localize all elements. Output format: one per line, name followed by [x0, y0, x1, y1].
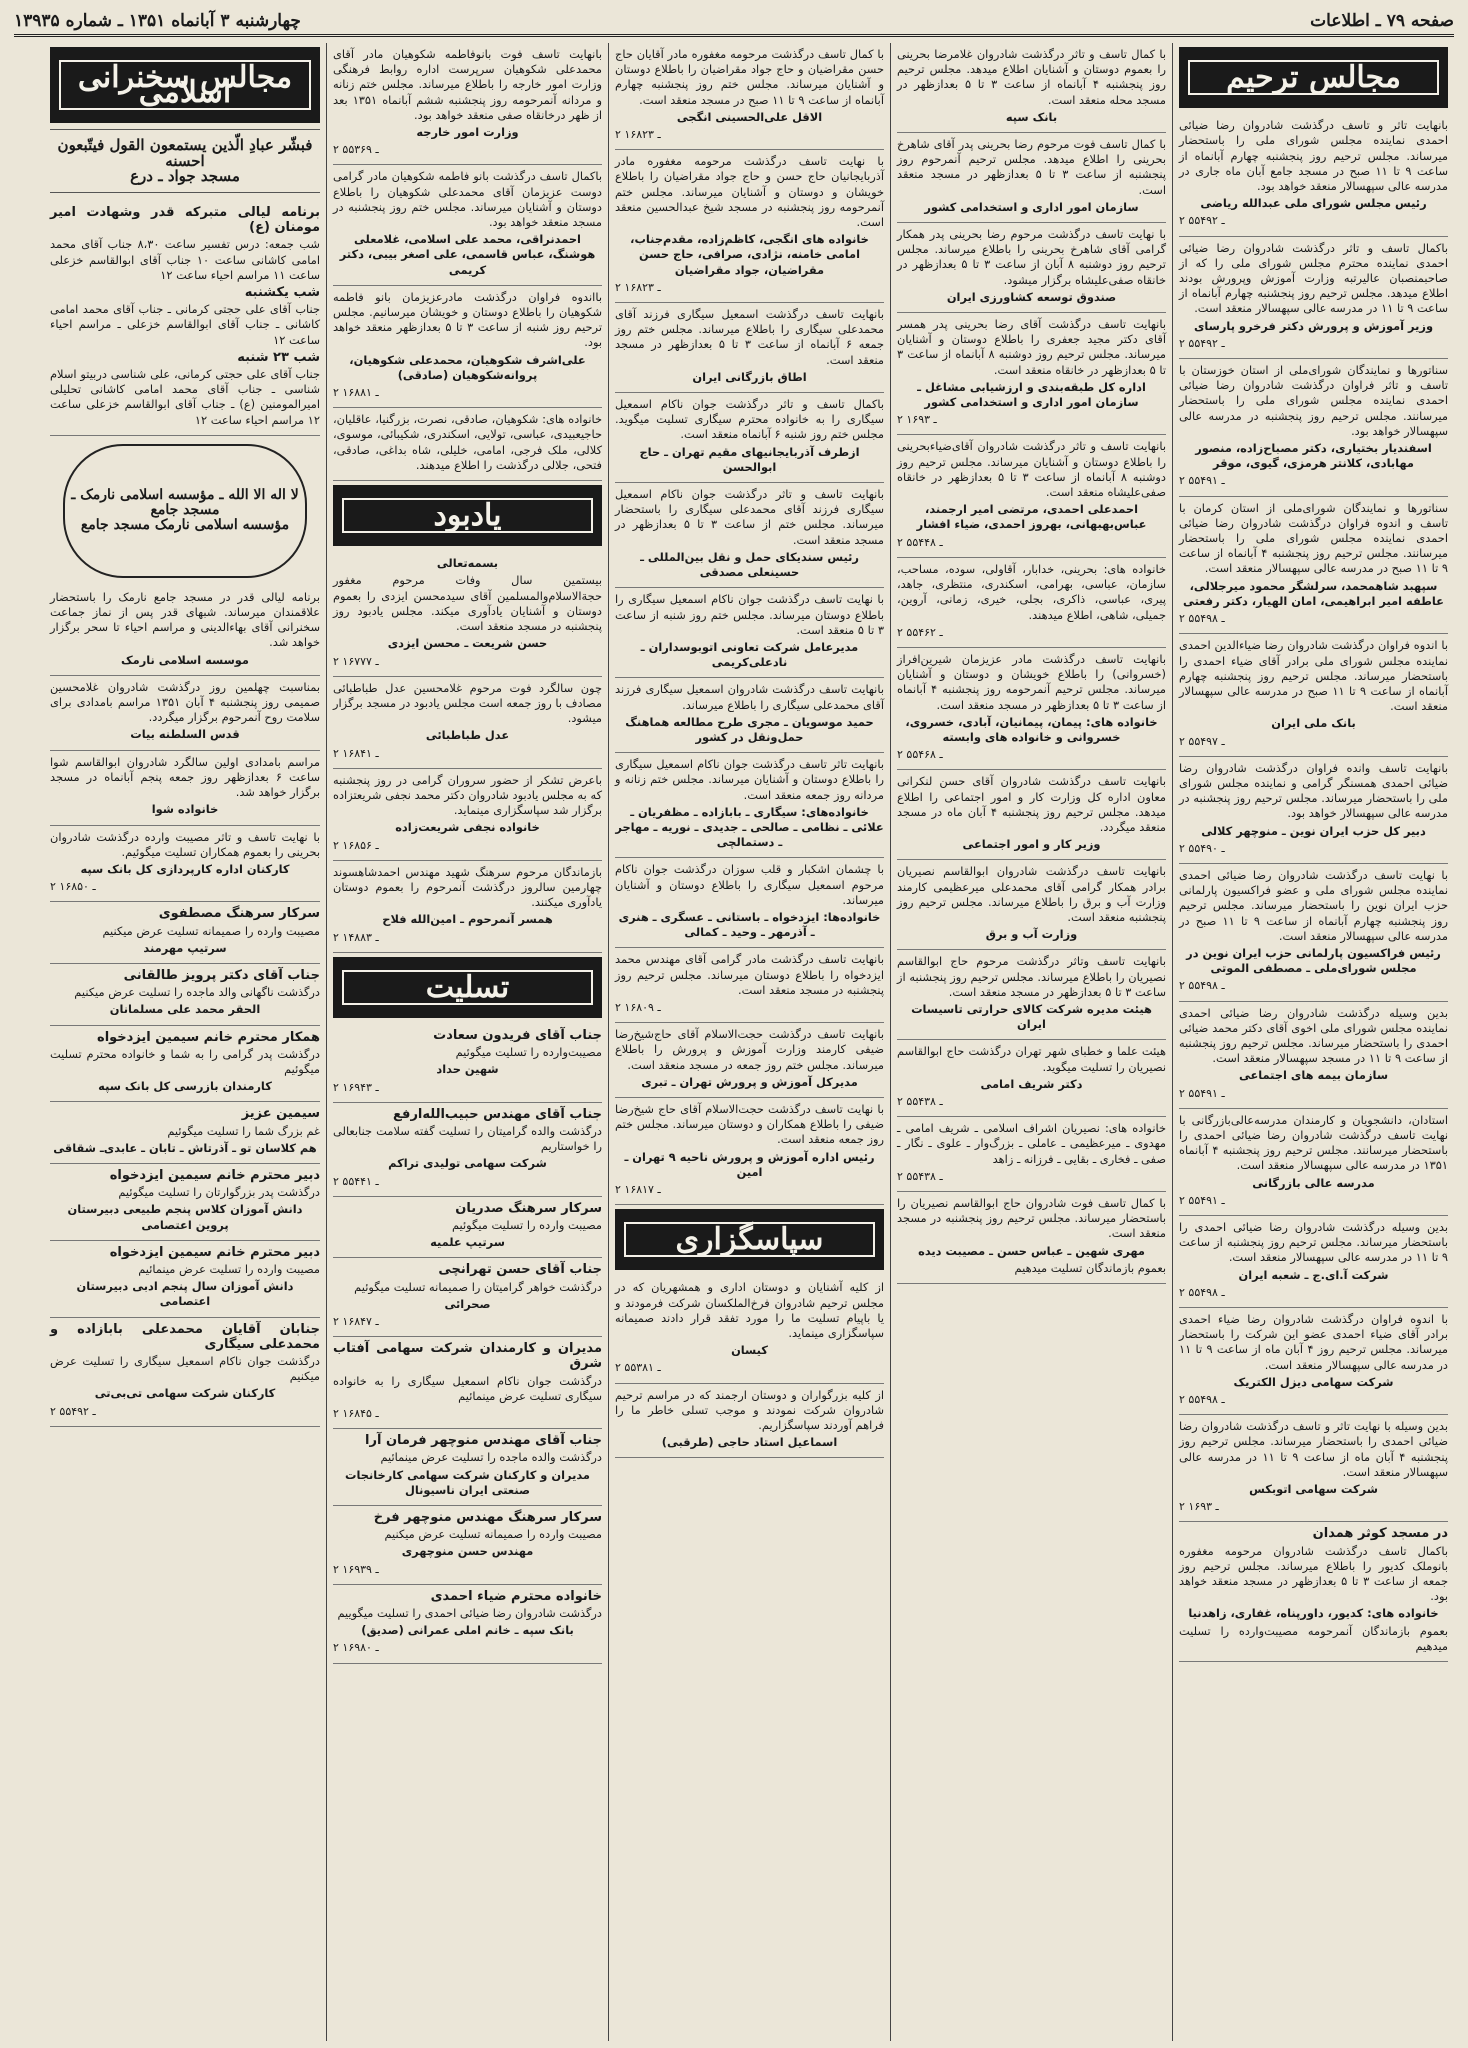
majales-tarhim-banner: مجالس ترحیم: [1179, 47, 1448, 108]
page-header: [14, 8, 1454, 37]
notice: بمناسبت چهلمین روز درگذشت شادروان غلامحسین صمیمی روز پنجشنبه ۴ آبان ۱۳۵۱ مراسم بامدادی برای سلامت روح آنمرحوم برگزار میگردد. قدس السلطنه بیات: [50, 676, 320, 751]
notice: بانهایت تاسف درگذشت اسمعیل سیگاری فرزند آقای محمدعلی سیگاری را باطلاع میرساند. مجلس ختم روز جمعه ۶ آبانماه از ساعت ۳ تا ۵ بعدازظهر در مسجد منعقد است. اطاق بازرگانی ایران: [615, 303, 884, 393]
columns: [14, 43, 1454, 2041]
notice: برنامه لیالی متبرکه قدر وشهادت امیر مومنان (ع) شب جمعه: درس تفسیر ساعت ۸،۳۰ جناب آقای محمد امامی کاشانی ساعت ۱۰ جناب آقای ابوالقاسم خزعلی ساعت ۱۱ مراسم احیاء ساعت ۱۲ شب یکشنبه جناب آقای علی حجتی کرمانی ـ جناب آقای محمد امامی کاشانی ـ جناب آقای ابوالقاسم خزعلی ـ مراسم احیاء ساعت ۱۲ شب ۲۳ شنبه جناب آقای علی حجتی کرمانی، علی شناسی دربیتو اسلام شناسی ـ جناب آقای محمد امامی کاشانی تحلیلی امیرالمومنین (ع) ـ جناب آقای ابوالقاسم خزعلی ساعت ۱۲ مراسم احیاء ساعت ۱۲: [50, 201, 320, 436]
notice: چون سالگرد فوت مرحوم غلامحسین عدل طباطبائی مصادف با روز جمعه است مجلس یادبود در مسجد برگزار میشود. عدل طباطبائی ۲ ـ ۱۶۸۴۱: [333, 677, 602, 769]
majales-eslami-banner: مجالس سخنرانی اسلامی: [50, 47, 320, 123]
notice: بانهایت تاسف درگذشت شادروان اسمعیل سیگاری فرزند آقای محمدعلی سیگاری را باطلاع میرساند. حمید موسویان ـ مجری طرح مطالعه هماهنگ حمل‌ونقل در کشور: [615, 678, 884, 753]
notice: باکمال تاسف درگذشت بانو فاطمه شکوهیان مادر گرامی دوست عزیزمان آقای محمدعلی شکوهیان را باطلاع دوستان و آشنایان میرساند. مجلس ختم روز پنجشنبه در مسجد منعقد خواهد بود. احمدنراقی، محمد علی اسلامی، غلامعلی هوشنگ، عباس قاسمی، علی اصغر بیبی، دکتر کریمی: [333, 165, 602, 285]
notice: بانهایت تاسف وانده فراوان درگذشت شادروان رضا ضیائی احمدی همسنگر گرامی و نماینده مجلس شورای ملی را باستحضار میرساند. مجلس ترحیم روز پنجشنبه در مدرسه عالی سپهسالار خواهد بود. دبیر کل حزب ایران نوین ـ منوچهر کلالی ۲ ـ ۵۵۴۹۰: [1179, 757, 1448, 864]
notice: با کمال تاسف درگذشت مرحومه مغفوره مادر آقایان حاج حسن مقراضیان و حاج جواد مقراضیان را باطلاع دوستان و آشنایان میرساند. مجلس ختم روز پنجشنبه چهارم آبانماه از ساعت ۹ تا ۱۱ صبح در مسجد منعقد است. الاقل علی‌الحسینی انگجی ۲ ـ ۱۶۸۲۳: [615, 43, 884, 150]
notice: دبیر محترم خانم سیمین ایزدخواه مصیبت وارده را تسلیت عرض مینمائیم دانش آموزان سال پنجم ادبی دبیرستان اعتصامی: [50, 1241, 320, 1318]
notice: بانهایت تاثر و تاسف درگذشت شادروان رضا ضیائی احمدی نماینده مجلس شورای ملی را باستحضار میرساند. مجلس ترحیم روز پنجشنبه چهارم آبانماه از ساعت ۹ تا ۱۱ صبح در مسجد جامع آبان ماه جاری در مدرسه عالی سپهسالار منعقد خواهد بود. رئیس مجلس شورای ملی عبدالله ریاضی ۲ ـ ۵۵۴۹۲: [1179, 114, 1448, 236]
notice: بانهایت تاسف درگذشت شادروان ابوالقاسم نصیریان برادر همکار گرامی آقای محمدعلی میرعظیمی کارمند وزارت آب و برق را باطلاع میرساند. مجلس ترحیم روز پنجشنبه منعقد است. وزارت آب و برق: [897, 860, 1166, 950]
column-4: [326, 43, 608, 2041]
notice: با نهایت تاسف درگذشت شادروان رضا ضیائی احمدی نماینده مجلس شورای ملی و عضو فراکسیون پارلمانی حزب ایران نوین را باستحضار میرساند. مجلس ترحیم روز پنجشنبه چهارم آبانماه از ساعت ۹ تا ۱۱ صبح در مدرسه عالی سپهسالار منعقد است. رئیس فراکسیون پارلمانی حزب ایران نوین در مجلس شورای‌ملی ـ مصطفی الموتی ۲ ـ ۵۵۴۹۸: [1179, 864, 1448, 1002]
notice: با نهایت تاسف درگذشت جوان ناکام اسمعیل سیگاری را باطلاع دوستان میرساند. مجلس ختم روز شنبه از ساعت ۳ تا ۵ منعقد است. مدیرعامل شرکت تعاونی اتوبوسداران ـ نادعلی‌کریمی: [615, 588, 884, 678]
notice: بانهایت تاسف فوت بانوفاطمه شکوهیان مادر آقای محمدعلی شکوهیان سرپرست اداره روابط فرهنگی وزارت امور خارجه را باطلاع میرساند. مجلس ختم زنانه و مردانه آنمرحومه روز پنجشنبه ششم آبانماه ۱۳۵۱ بعد از ظهر درخانقاه صفی منعقد خواهد بود. وزارت امور خارجه ۲ ـ ۵۵۳۶۹: [333, 43, 602, 165]
notice: جناب آقای حسن تهرانچی درگذشت خواهر گرامیتان را صمیمانه تسلیت میگوئیم صحرائی ۲ ـ ۱۶۸۴۷: [333, 1258, 602, 1337]
notice: سیمین عزیز غم بزرگ شما را تسلیت میگوئیم هم کلاسان تو ـ آذرتاش ـ تابان ـ عابدی‌ـ شقاقی: [50, 1102, 320, 1164]
notice: خانواده محترم ضیاء احمدی درگذشت شادروان رضا ضیائی احمدی را تسلیت میگوییم بانک سپه ـ خانم املی عمرانی (صدیق) ۲ ـ ۱۶۹۸۰: [333, 1585, 602, 1664]
tasliyat-banner: تسلیت: [333, 957, 602, 1018]
notice: هیئت علما و خطبای شهر تهران درگذشت حاج ابوالقاسم نصیریان را تسلیت میگوید. دکتر شریف امامی ۲ ـ ۵۵۴۳۸: [897, 1040, 1166, 1117]
notice: سرکار سرهنگ مصطفوی مصیبت وارده را صمیمانه تسلیت عرض میکنیم سرتیپ مهرمند: [50, 902, 320, 964]
notice: بانهایت تاثر تاسف درگذشت جوان ناکام اسمعیل سیگاری را باطلاع دوستان و آشنایان میرساند. مجلس ختم زنانه و مردانه روز جمعه منعقد است. خانواده‌های: سیگاری ـ بابازاده ـ مظفریان ـ علائی ـ نظامی ـ صالحی ـ جدیدی ـ نوریه ـ مهاجر ـ دستمالچی: [615, 753, 884, 858]
notice: برنامه لیالی قدر در مسجد جامع نارمک را باستحضار علاقمندان میرساند. شبهای قدر پس از نماز جماعت سخنرانی آقای بهاءالدینی و مراسم احیاء تا سحر برگزار خواهد شد. موسسه اسلامی نارمک: [50, 586, 320, 676]
notice: بانهایت تاسف درگذشت مادر گرامی آقای مهندس محمد ایزدخواه را باطلاع دوستان میرساند. مجلس ترحیم روز پنجشنبه در مسجد منعقد است. ۲ ـ ۱۶۸۰۹: [615, 948, 884, 1023]
notice: باکمال تاسف و تاثر درگذشت شادروان رضا ضیائی احمدی نماینده محترم مجلس شورای ملی را که از صاحبمنصبان عالیرتبه وزارت آموزش وپرورش بودند اطلاع میدهد. مجلس ترحیم روز پنجشنبه چهارم آبانماه از ساعت ۹ تا ۱۱ در مدرسه عالی سپهسالار منعقد است. وزیر آموزش و پرورش دکتر فرخرو پارسای ۲ ـ ۵۵۴۹۲: [1179, 237, 1448, 359]
notice: بدین وسیله با نهایت تاثر و تاسف درگذشت شادروان رضا ضیائی احمدی را باستحضار میرساند. مجلس ترحیم روز پنجشنبه ۴ آبان ماه از ساعت ۹ تا ۱۱ در مدرسه عالی سپهسالار منعقد است. شرکت سهامی اتوبکس ۲ ـ ۱۶۹۳: [1179, 1415, 1448, 1522]
notice: باعرض تشکر از حضور سروران گرامی در روز پنجشنبه که به مجلس یادبود شادروان دکتر محمد نجفی شریعتزاده برگزار شد سپاسگزاری مینماید. خانواده نجفی شریعت‌زاده ۲ ـ ۱۶۸۵۶: [333, 769, 602, 861]
issue-date: چهارشنبه ۳ آبانماه ۱۳۵۱ ـ شماره ۱۳۹۳۵: [14, 11, 301, 31]
page-label: صفحه ۷۹ ـ اطلاعات: [1310, 11, 1454, 31]
column-3: [608, 43, 890, 2041]
notice: با چشمان اشکبار و قلب سوزان درگذشت جوان ناکام مرحوم اسمعیل سیگاری را باطلاع دوستان و آشنایان میرساند. خانواده‌ها: ایزدخواه ـ باستانی ـ عسگری ـ هنری ـ آذرمهر ـ وحید ـ کمالی: [615, 858, 884, 948]
mosque-emblem: لا اله الا الله ـ مؤسسه اسلامی نارمک ـ مسجد جامع مؤسسه اسلامی نارمک مسجد جامع: [63, 444, 307, 578]
notice: دبیر محترم خانم سیمین ایزدخواه درگذشت پدر بزرگوارتان را تسلیت میگوئیم دانش آموزان کلاس پنجم طبیعی دبیرستان پروین اعتصامی: [50, 1164, 320, 1241]
notice: خانواده های: نصیریان اشراف اسلامی ـ شریف امامی ـ مهدوی ـ میرعظیمی ـ عاملی ـ بزرگ‌وار ـ علوی ـ نگار ـ صفی ـ فخاری ـ بقایی ـ فرزانه ـ زاهد ۲ ـ ۵۵۴۳۸: [897, 1117, 1166, 1192]
notice: بازماندگان مرحوم سرهنگ شهید مهندس احمدشاهسوند چهارمین سالروز درگذشت آنمرحوم را بعموم دوستان یادآوری میکنند. همسر آنمرحوم ـ امین‌الله فلاح ۲ ـ ۱۴۸۸۳: [333, 861, 602, 953]
notice: بانهایت تاسف درگذشت آقای رضا بحرینی پدر همسر آقای دکتر مجید جعفری را باطلاع دوستان و آشنایان میرساند. مجلس ترحیم روز دوشنبه ۸ آبانماه از ساعت ۳ تا ۵ بعدازظهر در خانقاه منعقد است. اداره کل طبقه‌بندی و ارزشیابی مشاغل ـ سازمان امور اداری و استخدامی کشور ۲ ـ ۱۶۹۳: [897, 313, 1166, 435]
quran-verse: فبشّر عبادِ الّذین یستمعون القول فیتّبعون احسنه مسجد جواد ـ درع: [50, 129, 320, 193]
notice: با نهایت تاسف درگذشت مرحوم رضا بحرینی پدر همکار گرامی آقای شاهرخ بحرینی را باطلاع میرساند. مجلس ترحیم روز دوشنبه ۸ آبان از ساعت ۳ تا ۵ بعدازظهر در خانقاه صفی‌علیشاه برگزار میشود. صندوق توسعه کشاورزی ایران: [897, 223, 1166, 313]
notice: بااندوه فراوان درگذشت مادرعزیزمان بانو فاطمه شکوهیان را باطلاع دوستان و خویشان میرسانیم. مجلس ترحیم روز شنبه از ساعت ۳ تا ۵ بعدازظهر منعقد خواهد بود. علی‌اشرف شکوهیان، محمدعلی شکوهیان، پروانه‌شکوهیان (صادقی) ۲ ـ ۱۶۸۸۱: [333, 286, 602, 408]
notice: با کمال تاسف فوت مرحوم رضا بحرینی پدر آقای شاهرخ بحرینی را اطلاع میدهد. مجلس ترحیم آنمرحوم روز پنجشنبه از ساعت ۳ تا ۵ بعدازظهر در مسجد منعقد است. سازمان امور اداری و استخدامی کشور: [897, 133, 1166, 223]
notice: خانواده های: شکوهیان، صادقی، نصرت، بزرگنیا، عاقلیان، حاجیعبیدی، عباسی، تولایی، اسکندری، شکیبائی، موسوی، کلالی، ملک فرجی، امامی، خلیلی، شاه بداغی، صادقی، فتحی، جلالی درگذشت را اطلاع میدهند.: [333, 408, 602, 481]
notice: با اندوه فراوان درگذشت شادروان رضا ضیاء احمدی برادر آقای ضیاء احمدی عضو این شرکت را باستحضار میرساند. مجلس ترحیم روز ۴ آبان ماه از ساعت ۹ تا ۱۱ در مدرسه عالی سپهسالار منعقد است. شرکت سهامی دیزل الکتریک ۲ ـ ۵۵۴۹۸: [1179, 1308, 1448, 1415]
notice: جناب آقای دکتر پرویز طالقانی درگذشت ناگهانی والد ماجده را تسلیت عرض میکنیم الحقر محمد علی مسلمانان: [50, 964, 320, 1026]
notice: از کلیه آشنایان و دوستان اداری و همشهریان که در مجلس ترحیم شادروان فرخ‌الملکسان شرکت فرمودند و یا باپیام تسلیت ما را مورد تفقد قرار دادند صمیمانه سپاسگزاری مینماید. کیسان ۲ ـ ۵۵۳۸۱: [615, 1276, 884, 1383]
notice: با اندوه فراوان درگذشت شادروان رضا ضیاءالدین احمدی نماینده مجلس شورای ملی برادر آقای ضیاء احمدی را باستحضار میرساند. مجلس ترحیم روز پنجشنبه چهارم آبانماه از ساعت ۹ تا ۱۱ صبح در مدرسه عالی سپهسالار منعقد است. بانک ملی ایران ۲ ـ ۵۵۴۹۷: [1179, 634, 1448, 756]
notice: با نهایت تاسف درگذشت حجت‌الاسلام آقای حاج شیخ‌رضا ضیفی را باطلاع همکاران و دوستان میرساند. مجلس ختم روز جمعه منعقد است. رئیس اداره آموزش و پرورش ناحیه ۹ تهران ـ امین ۲ ـ ۱۶۸۱۷: [615, 1098, 884, 1205]
notice: سرکار سرهنگ صدریان مصیبت وارده را تسلیت میگوئیم سرتیپ علمیه: [333, 1197, 602, 1259]
notice: با کمال تاسف و تاثر درگذشت شادروان غلامرضا بحرینی را بعموم دوستان و آشنایان اطلاع میدهد. مجلس ترحیم روز پنجشنبه ۴ آبانماه از ساعت ۳ تا ۵ بعدازظهر در مسجد محله منعقد است. بانک سپه: [897, 43, 1166, 133]
notice: در مسجد کوثر همدان باکمال تاسف درگذشت شادروان مرحومه مغفوره بانوملک کدیور را باطلاع میرساند. مجلس ترحیم روز جمعه از ساعت ۳ تا ۵ بعدازظهر در مسجد منعقد خواهد بود. خانواده های: کدیور، داورپناه، غفاری، زاهدنیا بعموم بازماندگان آنمرحومه مصیبت‌وارده را تسلیت میدهیم: [1179, 1522, 1448, 1662]
notice: خانواده های: بحرینی، خدابار، آقاولی، سوده، مساحب، سازمان، عباسی، بهرامی، اسکندری، منتظری، جاهد، پیری، عباسی، ذاکری، بجلی، خیری، زمانی، آروین، جمیلی، شاهی، اطلاع میدهند. ۲ ـ ۵۵۴۶۲: [897, 558, 1166, 648]
notice: بانهایت تاسف درگذشت مادر عزیزمان شیرین‌افراز (خسروانی) را باطلاع خویشان و دوستان و آشنایان میرساند. مجلس ترحیم آنمرحومه روز پنجشنبه ۴ آبانماه از ساعت ۳ تا ۵ بعدازظهر در مسجد منعقد است. خانواده های: پیمان، پیمانیان، آبادی، خسروی، خسروانی و خانواده های وابسته ۲ ـ ۵۵۴۶۸: [897, 648, 1166, 770]
notice: مراسم بامدادی اولین سالگرد شادروان ابوالقاسم شوا ساعت ۶ بعدازظهر روز جمعه پنجم آبانماه در مسجد برگزار خواهد شد. خانواده شوا: [50, 751, 320, 826]
notice: جناب آقای مهندس منوچهر فرمان آرا درگذشت والده ماجده را تسلیت عرض مینمائیم مدیران و کارکنان شرکت سهامی کارخانجات صنعتی ایران ناسیونال: [333, 1429, 602, 1506]
notice: از کلیه بزرگواران و دوستان ارجمند که در مراسم ترحیم شادروان شرکت نمودند و موجب تسلی خاطر ما را فراهم آوردند سپاسگزاریم. اسماعیل استاد حاجی (طرقبی): [615, 1384, 884, 1459]
notice: جناب آقای مهندس حبیب‌الله‌ارفع درگذشت والده گرامیتان را تسلیت گفته سلامت جنابعالی را خواستاریم شرکت سهامی تولیدی تراکم ۲ ـ ۵۵۴۴۱: [333, 1103, 602, 1197]
notice: با نهایت تاسف درگذشت مرحومه مغفوره مادر آذربایجانیان حاج حسن و حاج جواد مقراضیان را باطلاع خویشان و دوستان و آشنایان میرساند. مجلس ختم آنمرحومه روز پنجشنبه در مسجد شیخ عبدالحسین منعقد است. خانواده های انگجی، کاظم‌زاده، مقدم‌جناب، امامی خامنه، نژادی، صرافی، حاج حسن مقراضیان، جواد مقراضیان ۲ ـ ۱۶۸۲۳: [615, 150, 884, 303]
notice: بدین وسیله درگذشت شادروان رضا ضیائی احمدی را باستحضار میرساند. مجلس ترحیم روز پنجشنبه از ساعت ۹ تا ۱۱ در مدرسه عالی سپهسالار منعقد است. شرکت آ.ای.ج ـ شعبه ایران ۲ ـ ۵۵۴۹۸: [1179, 1216, 1448, 1308]
sepasgozari-banner: سپاسگزاری: [615, 1209, 884, 1270]
notice: بدین وسیله درگذشت شادروان رضا ضیائی احمدی نماینده مجلس شورای ملی اخوی آقای دکتر محمد ضیائی احمدی را باستحضار میرساند. مجلس ترحیم روز پنجشنبه از ساعت ۹ تا ۱۱ در مسجد سپهسالار منعقد است. سازمان بیمه های اجتماعی ۲ ـ ۵۵۴۹۱: [1179, 1002, 1448, 1109]
column-1: [1172, 43, 1454, 2041]
notice: بسمه‌تعالی بیستمین سال وفات مرحوم مغفور حجة‌الاسلام‌والمسلمین آقای سیدمحسن ایزدی را بعموم دوستان و آشنایان یادآوری میکند. مجلس یادبود روز پنجشنبه در مسجد منعقد است. حسن شریعت ـ محسن ایزدی ۲ ـ ۱۶۷۷۷: [333, 552, 602, 676]
notice: بانهایت تاسف درگذشت شادروان آقای حسن لنکرانی معاون اداره کل وزارت کار و امور اجتماعی را اطلاع میدهد. مجلس ترحیم روز پنجشنبه ۴ آبان ماه در مسجد منعقد میگردد. وزیر کار و امور اجتماعی: [897, 770, 1166, 860]
notice: با نهایت تاسف و تاثر مصیبت وارده درگذشت شادروان بحرینی را بعموم همکاران تسلیت میگوئیم. کارکنان اداره کارپردازی کل بانک سپه ۲ ـ ۱۶۸۵۰: [50, 826, 320, 903]
notice: بانهایت تاسف درگذشت حجت‌الاسلام آقای حاج‌شیخ‌رضا ضیفی کارمند وزارت آموزش و پرورش را باطلاع میرساند. مجلس ختم روز جمعه در مسجد منعقد است. مدیرکل آموزش و پرورش تهران ـ تبری: [615, 1023, 884, 1098]
notice: جناب آقای فریدون سعادت مصیبت‌وارده را تسلیت میگوئیم شهین حداد ۲ ـ ۱۶۹۴۳: [333, 1024, 602, 1103]
column-5: [44, 43, 326, 2041]
notice: باکمال تاسف و تاثر درگذشت جوان ناکام اسمعیل سیگاری را به خانواده محترم سیگاری تسلیت میگوید. مجلس ختم روز شنبه ۶ آبانماه منعقد است. ازطرف آذربایجانیهای مقیم تهران ـ حاج ابوالحسن: [615, 393, 884, 483]
notice: بانهایت تاسف و تاثر درگذشت جوان ناکام اسمعیل سیگاری فرزند آقای محمدعلی سیگاری را باستحضار میرساند. مجلس ختم از ساعت ۳ تا ۵ بعدازظهر در مسجد منعقد است. رئیس سندیکای حمل و نقل بین‌المللی ـ حسینعلی مصدقی: [615, 483, 884, 588]
yadbud-banner: یادبود: [333, 485, 602, 546]
notice: سناتورها و نمایندگان شورای‌ملی از استان کرمان با تاسف و اندوه فراوان درگذشت شادروان رضا ضیائی احمدی نماینده مجلس شورای ملی را باستحضار میرسانند. مجلس ترحیم روز پنجشنبه ۴ آبانماه از ساعت ۹ تا ۱۱ صبح در مدرسه عالی سپهسالار منعقد است. سپهبد شاهمحمد، سرلشگر محمود میرجلالی، عاطفه امیر ابراهیمی، امان الهیار، دکتر رفعتی ۲ ـ ۵۵۴۹۸: [1179, 497, 1448, 635]
notice: جنابان آقایان محمدعلی بابازاده و محمدعلی سیگاری درگذشت جوان ناکام اسمعیل سیگاری را تسلیت عرض میکنیم کارکنان شرکت سهامی تی‌بی‌تی ۲ ـ ۵۵۴۹۲: [50, 1318, 320, 1427]
notice: سناتورها و نمایندگان شورای‌ملی از استان خوزستان با تاسف و تاثر فراوان درگذشت شادروان رضا ضیائی احمدی نماینده مجلس شورای ملی را باستحضار میرسانند. مجلس ترحیم روز پنجشنبه در مدرسه عالی سپهسالار خواهد بود. اسفندیار بختیاری، دکتر مصباح‌زاده، منصور مهابادی، کلانتر هرمزی، گیوی، موقر ۲ ـ ۵۵۴۹۱: [1179, 359, 1448, 497]
notice: بانهایت تاسف و تاثر درگذشت شادروان آقای‌ضیاءبحرینی را باطلاع دوستان و آشنایان میرساند. مجلس ترحیم روز دوشنبه ۸ آبانماه از ساعت ۳ تا ۵ بعدازظهر در خانقاه صفی‌علیشاه منعقد است. احمدعلی احمدی، مرتضی امیر ارجمند، عباس‌بهبهانی، بهروز احمدی، ضیاء افشار ۲ ـ ۵۵۴۴۸: [897, 435, 1166, 557]
notice: مدیران و کارمندان شرکت سهامی آفتاب شرق درگذشت جوان ناکام اسمعیل سیگاری را به خانواده سیگاری تسلیت عرض مینمائیم ۲ ـ ۱۶۸۴۵: [333, 1337, 602, 1429]
notice: استادان، دانشجویان و کارمندان مدرسه‌عالی‌بازرگانی با نهایت تاسف درگذشت شادروان رضا ضیائی احمدی را باستحضار میرسانند. مجلس ترحیم روز پنجشنبه ۴ آبانماه ۱۳۵۱ در مدرسه عالی سپهسالار منعقد است. مدرسه عالی بازرگانی ۲ ـ ۵۵۴۹۱: [1179, 1109, 1448, 1216]
notice: همکار محترم خانم سیمین ایزدخواه درگذشت پدر گرامی را به شما و خانواده محترم تسلیت میگوئیم کارمندان بازرسی کل بانک سپه: [50, 1026, 320, 1103]
notice: بانهایت تاسف وتاثر درگذشت مرحوم حاج ابوالقاسم نصیریان را باطلاع میرساند. مجلس ترحیم روز پنجشنبه از ساعت ۳ تا ۵ بعدازظهر در مسجد منعقد است. هیئت مدیره شرکت کالای حرارتی تاسیسات ایران: [897, 950, 1166, 1040]
column-2: [890, 43, 1172, 2041]
notice: با کمال تاسف فوت شادروان حاج ابوالقاسم نصیریان را باستحضار میرساند. مجلس ترحیم روز پنجشنبه در مسجد منعقد است. مهری شهین ـ عباس حسن ـ مصیبت دیده بعموم بازماندگان تسلیت میدهیم: [897, 1192, 1166, 1284]
notice: سرکار سرهنگ مهندس منوچهر فرخ مصیبت وارده را صمیمانه تسلیت عرض میکنیم مهندس حسن منوچهری ۲ ـ ۱۶۹۳۹: [333, 1506, 602, 1585]
